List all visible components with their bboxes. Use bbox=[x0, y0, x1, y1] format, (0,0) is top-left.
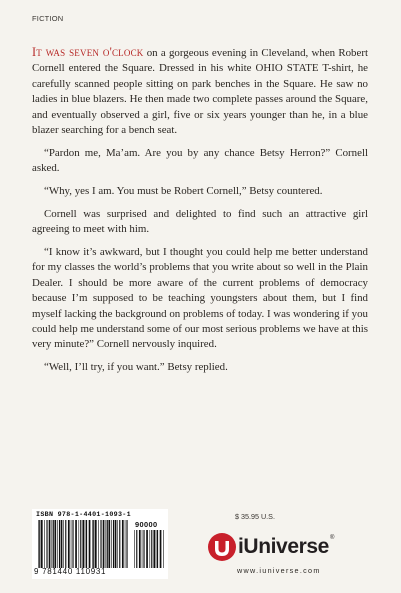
lead-in-text: It was seven o'clock bbox=[32, 45, 144, 59]
paragraph-3: “Why, yes I am. You must be Robert Cornell,” Betsy countered. bbox=[44, 185, 323, 198]
paragraph-1 bbox=[32, 45, 368, 138]
isbn-barcode bbox=[32, 509, 168, 579]
publisher-name bbox=[238, 535, 334, 559]
supplement-bars bbox=[134, 530, 164, 568]
paragraph-4: Cornell was surprised and delighted to find such an attractive girl agreeing to meet with him. bbox=[32, 207, 368, 236]
isbn-number: ISBN 978-1-4401-1093-1 bbox=[36, 511, 131, 519]
publisher-name-text: iUniverse bbox=[238, 535, 329, 558]
genre-label: FICTION bbox=[32, 14, 64, 23]
cover-price: $ 35.95 U.S. bbox=[235, 512, 275, 521]
paragraph-2: “Pardon me, Ma’am. Are you by any chance Betsy Herron?” Cornell asked. bbox=[32, 146, 368, 175]
paragraph-6: “Well, I’ll try, if you want.” Betsy replied. bbox=[44, 361, 228, 374]
story-excerpt bbox=[32, 45, 368, 383]
iuniverse-logo-icon bbox=[207, 532, 237, 562]
barcode-bars bbox=[38, 520, 128, 568]
paragraph-1-text: on a gorgeous evening in Cleveland, when Robert Cornell entered the Square. Dressed in his white OHIO STATE T-shirt, he carefully scanned people sitting on park benches in the Square. He saw no ladies in blue blazers. He then made two complete passes around the Square, and eventually observed a girl, five or six years younger than he, in a blue blazer searching for a bench seat. bbox=[32, 47, 368, 137]
ean-digits: 9 781440 110931 bbox=[34, 567, 107, 576]
price-supplement-number: 90000 bbox=[135, 520, 158, 529]
paragraph-5: “I know it’s awkward, but I thought you could help me better understand for my classes the world’s problems that you write about so well in the Plain Dealer. I should be more aware of the current problems of democracy because I’m supposed to be teaching youngsters about them, but I find myself lacking the background on problems of today. I was wondering if you could help me understand some of our most serious problems we have at this very minute?” Cornell nervously inquired. bbox=[32, 246, 368, 351]
publisher-url: www.iuniverse.com bbox=[237, 566, 321, 575]
trademark-symbol: ® bbox=[329, 535, 334, 541]
